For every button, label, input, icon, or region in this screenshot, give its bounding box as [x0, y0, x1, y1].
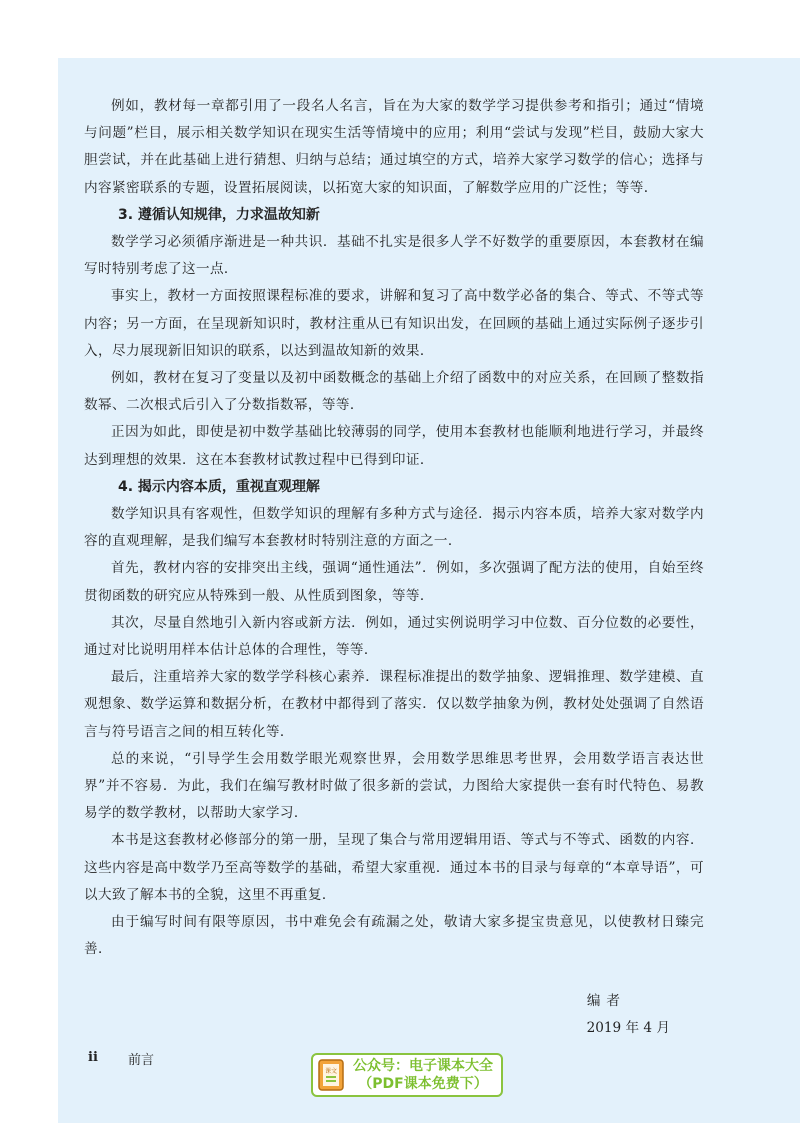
watermark-text [345, 1057, 501, 1093]
book-logo-icon [317, 1058, 345, 1092]
signature-date: 2019 年 4 月 [586, 1019, 670, 1036]
watermark-badge [311, 1053, 503, 1097]
paragraph: 本书是这套教材必修部分的第一册，呈现了集合与常用逻辑用语、等式与不等式、函数的内容．这些内容是高中数学乃至高等数学的基础，希望大家重视．通过本书的目录与每章的“本章导语”，可以大致了解本书的全貌，这里不再重复． [84, 832, 704, 903]
paragraph: 例如，教材每一章都引用了一段名人名言，旨在为大家的数学学习提供参考和指引；通过“情境与问题”栏目，展示相关数学知识在现实生活等情境中的应用；利用“尝试与发现”栏目，鼓励大家大胆尝试，并在此基础上进行猜想、归纳与总结；通过填空的方式，培养大家学习数学的信心；选择与内容紧密联系的专题，设置拓展阅读，以拓宽大家的知识面，了解数学应用的广泛性；等等. [84, 98, 704, 196]
signature-block [84, 989, 704, 1049]
paragraph: 例如，教材在复习了变量以及初中函数概念的基础上介绍了函数中的对应关系，在回顾了整数指数幂、二次根式后引入了分数指数幂，等等． [84, 370, 704, 414]
paragraph: 正因为如此，即使是初中数学基础比较薄弱的同学，使用本套教材也能顺利地进行学习，并最终达到理想的效果．这在本套教材试教过程中已得到印证． [84, 424, 704, 468]
paragraph: 最后，注重培养大家的数学学科核心素养．课程标准提出的数学抽象、逻辑推理、数学建模、直观想象、数学运算和数据分析，在教材中都得到了落实．仅以数学抽象为例，教材处处强调了自然语言与符号语言之间的相互转化等． [84, 669, 704, 740]
paragraph: 总的来说，“引导学生会用数学眼光观察世界，会用数学思维思考世界，会用数学语言表达世界”并不容易．为此，我们在编写教材时做了很多新的尝试，力图给大家提供一套有时代特色、易教易学的数学教材，以帮助大家学习． [84, 750, 704, 822]
paragraph: 数学知识具有客观性，但数学知识的理解有多种方式与途径．揭示内容本质，培养大家对数学内容的直观理解，是我们编写本套教材时特别注意的方面之一． [84, 506, 704, 550]
paragraph: 数学学习必须循序渐进是一种共识．基础不扎实是很多人学不好数学的重要原因，本套教材在编写时特别考虑了这一点． [84, 234, 704, 278]
running-footer-title: 前言 [128, 1053, 155, 1068]
logo-text: 课文 [324, 1068, 338, 1075]
watermark-line-2: （PDF课本免费下） [358, 1076, 488, 1092]
page-number: ii [88, 1050, 98, 1065]
paragraph: 其次，尽量自然地引入新内容或新方法．例如，通过实例说明学习中位数、百分位数的必要性，通过对比说明用样本估计总体的合理性，等等． [84, 614, 704, 659]
section-heading: 3. 遵循认知规律，力求温故知新 [118, 206, 320, 223]
paragraph: 事实上，教材一方面按照课程标准的要求，讲解和复习了高中数学必备的集合、等式、不等式等内容；另一方面，在呈现新知识时，教材注重从已有知识出发，在回顾的基础上通过实际例子逐步引入，尽力展现新旧知识的联系，以达到温故知新的效果． [84, 288, 704, 359]
paragraph: 由于编写时间有限等原因，书中难免会有疏漏之处，敬请大家多提宝贵意见，以使教材日臻完善． [84, 914, 704, 958]
watermark-line-1: 公众号：电子课本大全 [353, 1058, 493, 1074]
section-heading: 4. 揭示内容本质，重视直观理解 [118, 478, 320, 495]
preface-body [84, 93, 704, 1049]
signature-author: 编者 [586, 992, 626, 1009]
paragraph: 首先，教材内容的安排突出主线，强调“通性通法”．例如，多次强调了配方法的使用，自始至终贯彻函数的研究应从特殊到一般、从性质到图象，等等． [84, 560, 704, 604]
